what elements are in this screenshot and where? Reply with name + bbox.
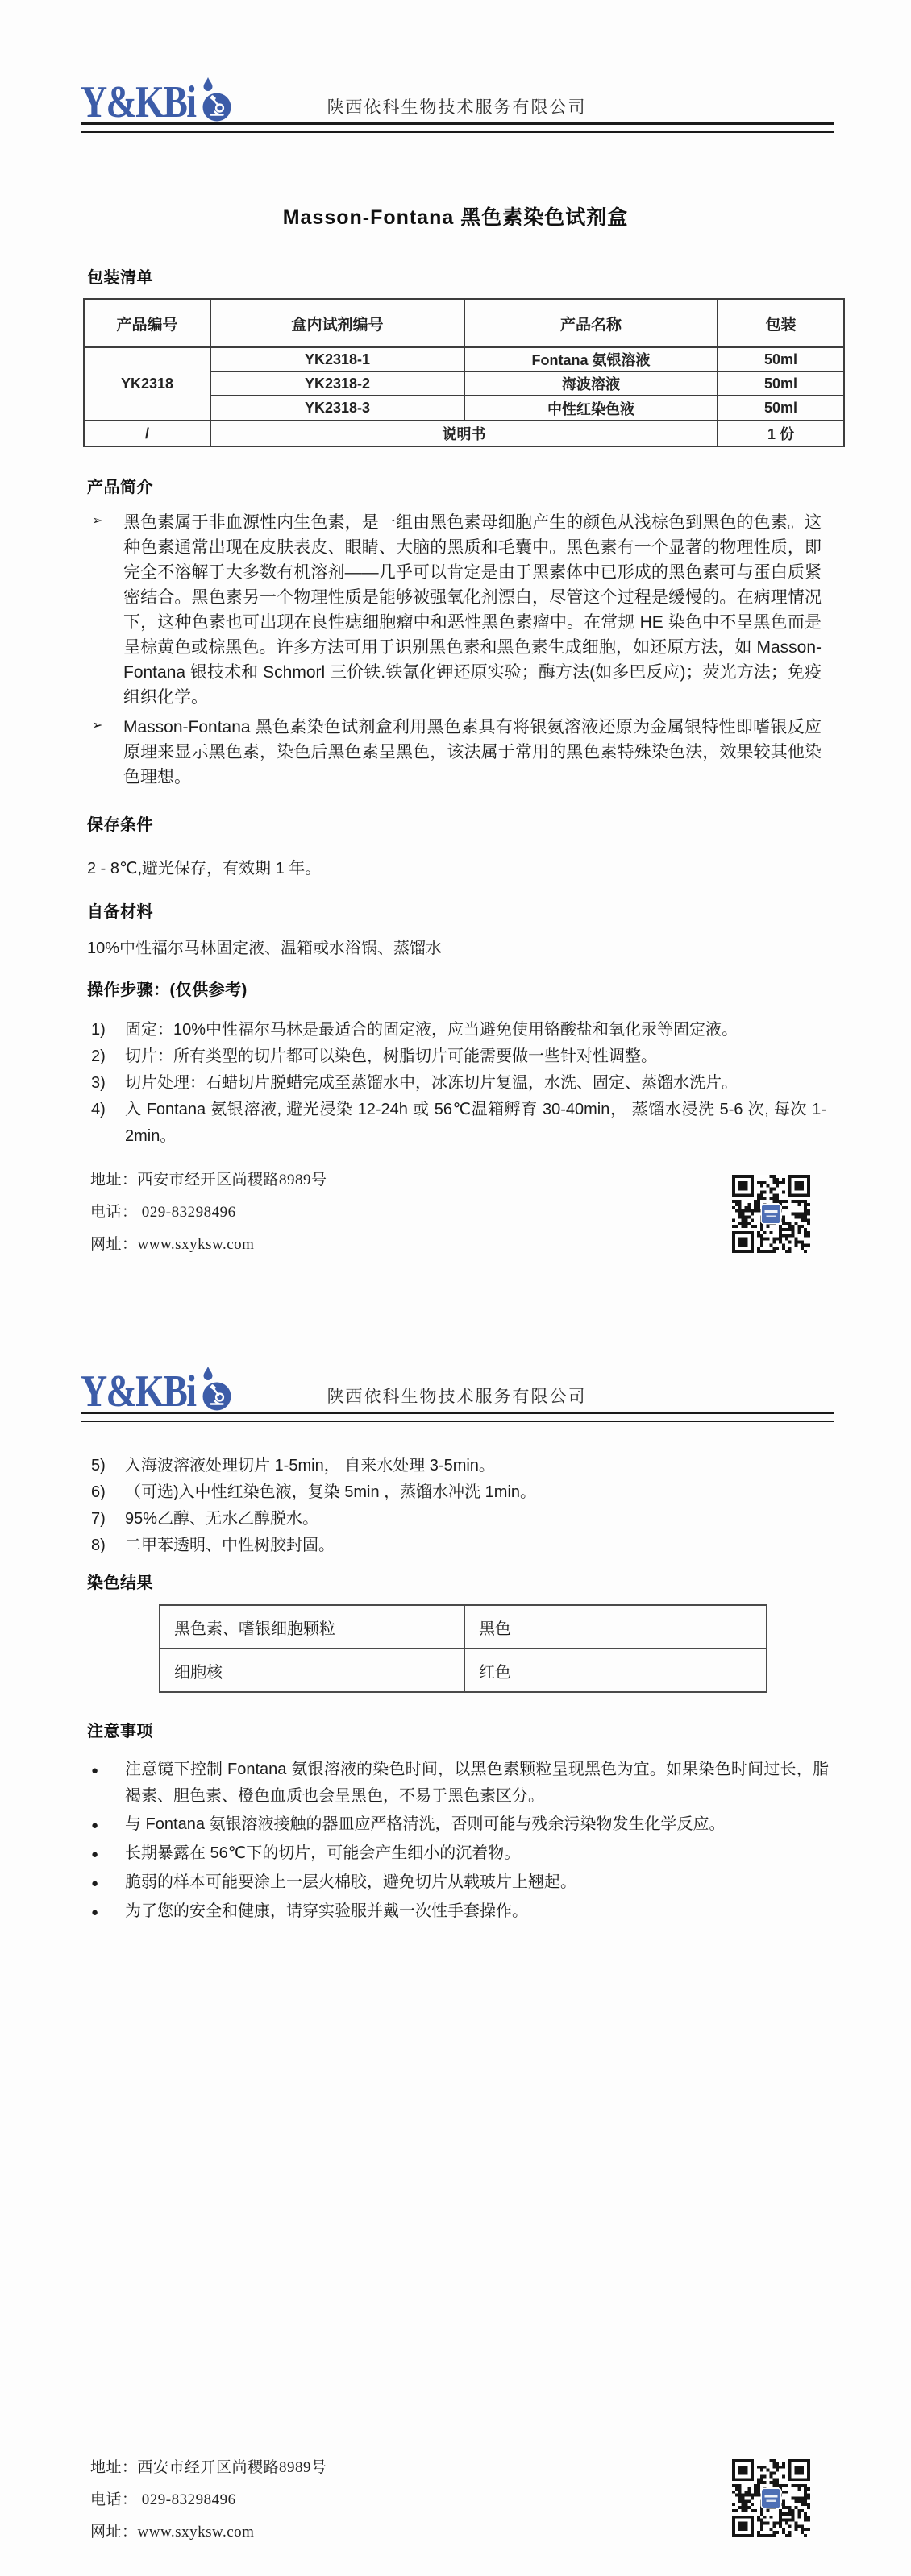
step-number: 2) [91, 1047, 106, 1065]
procedure-heading: 操作步骤：(仅供参考) [87, 981, 248, 999]
page2-footer [90, 2458, 510, 2554]
step-text: 入 Fontana 氨银溶液, 避光浸染 12-24h 或 56℃温箱孵育 30-40min， 蒸馏水浸洗 5-6 次, 每次 1-2min。 [125, 1101, 826, 1145]
qr-code [732, 1175, 810, 1253]
procedure-step [91, 1043, 826, 1070]
dot-bullet-icon: ● [91, 1877, 99, 1890]
materials-heading: 自备材料 [87, 903, 153, 921]
procedure-step [91, 1097, 826, 1150]
notes-list [91, 1757, 829, 1926]
reagent-name-cell: 海波溶液 [464, 371, 718, 396]
manual-cell: 说明书 [210, 421, 718, 446]
reagent-name-cell: Fontana 氨银溶液 [464, 347, 718, 371]
results-heading: 染色结果 [87, 1574, 153, 1592]
step-number: 1) [91, 1021, 106, 1039]
list-item [92, 510, 822, 710]
step-text: 固定：10%中性福尔马林是最适合的固定液，应当避免使用铬酸盐和氧化汞等固定液。 [125, 1021, 738, 1039]
pack-size-cell: 1 份 [718, 421, 844, 446]
product-code-cell: YK2318 [84, 347, 210, 421]
reagent-name-cell: 中性红染色液 [464, 396, 718, 421]
procedure-step [91, 1017, 826, 1043]
company-logo [81, 77, 232, 127]
procedure-step [91, 1453, 826, 1479]
table-row [160, 1605, 767, 1649]
pack-size-cell: 50ml [718, 371, 844, 396]
note-text: 为了您的安全和健康，请穿实验服并戴一次性手套操作。 [125, 1902, 528, 1920]
brand-row [81, 1366, 834, 1417]
arrow-bullet-icon: ➢ [92, 514, 103, 528]
step-number: 3) [91, 1074, 106, 1092]
materials-text: 10%中性福尔马林固定液、温箱或水浴锅、蒸馏水 [87, 940, 443, 957]
step-text: 切片：所有类型的切片都可以染色，树脂切片可能需要做一些针对性调整。 [125, 1047, 657, 1065]
company-name: 陕西依科生物技术服务有限公司 [327, 1387, 587, 1406]
step-number: 8) [91, 1537, 106, 1554]
microscope-icon [198, 1366, 232, 1412]
slash-cell: / [84, 421, 210, 446]
footer-website: 网址：www.sxyksw.com [90, 1236, 255, 1253]
notes-heading: 注意事项 [87, 1723, 153, 1740]
column-header-reagent-code: 盒内试剂编号 [210, 299, 464, 347]
qr-code [732, 2459, 810, 2537]
step-number: 7) [91, 1510, 106, 1528]
packing-heading: 包装清单 [87, 269, 153, 287]
intro-paragraph: 黑色素属于非血源性内生色素，是一组由黑色素母细胞产生的颜色从浅棕色到黑色的色素。这种色素通常出现在皮肤表皮、眼睛、大脑的黑质和毛囊中。黑色素有一个显著的物理性质，即完全不溶解于大多数有机溶剂——几乎可以肯定是由于黑素体中已形成的黑色素可与蛋白质紧密结合。黑色素另一个物理性质是能够被强氧化剂漂白，尽管这个过程是缓慢的。在病理情况下，这种色素也可出现在良性痣细胞瘤中和恶性黑色素瘤中。在常规 HE 染色中不呈黑色而是呈棕黄色或棕黑色。许多方法可用于识别黑色素和黑色素生成细胞，如还原方法，如 Masson-Fontana 银技术和 Schmorl 三价铁.铁氰化钾还原实验；酶方法(如多巴反应)；荧光方法；免疫组织化学。 [123, 513, 822, 707]
page1-footer [90, 1170, 510, 1267]
list-item [91, 1869, 829, 1897]
reagent-code-cell: YK2318-3 [210, 396, 464, 421]
reagent-code-cell: YK2318-1 [210, 347, 464, 371]
storage-heading: 保存条件 [87, 816, 153, 834]
footer-phone: 电话： 029-83298496 [90, 2491, 236, 2508]
column-header-pack: 包装 [718, 299, 844, 347]
pack-size-cell: 50ml [718, 396, 844, 421]
note-text: 脆弱的样本可能要涂上一层火棉胶，避免切片从载玻片上翘起。 [125, 1873, 576, 1891]
page2-header [81, 1366, 834, 1422]
company-name: 陕西依科生物技术服务有限公司 [327, 97, 587, 117]
procedure-step [91, 1533, 826, 1559]
list-item [91, 1757, 829, 1810]
page1-header [81, 77, 834, 133]
column-header-product-name: 产品名称 [464, 299, 718, 347]
table-row [160, 1649, 767, 1692]
list-item [91, 1811, 829, 1839]
step-text: （可选)入中性红染色液，复染 5min ，蒸馏水冲洗 1min。 [125, 1483, 537, 1501]
company-logo [81, 1366, 232, 1417]
step-number: 6) [91, 1483, 106, 1501]
note-text: 长期暴露在 56℃下的切片，可能会产生细小的沉着物。 [125, 1844, 521, 1862]
result-item-cell: 细胞核 [160, 1649, 464, 1692]
microscope-icon [198, 77, 232, 123]
list-item [91, 1898, 829, 1926]
arrow-bullet-icon: ➢ [92, 719, 103, 732]
table-row [84, 421, 844, 446]
column-header-product-code: 产品编号 [84, 299, 210, 347]
procedure-steps-page2 [91, 1453, 826, 1559]
footer-address: 地址：西安市经开区尚稷路8989号 [90, 1172, 327, 1188]
dot-bullet-icon: ● [91, 1848, 99, 1861]
pack-size-cell: 50ml [718, 347, 844, 371]
logo-text: Y&KBi [81, 1367, 196, 1417]
intro-heading: 产品简介 [87, 479, 153, 496]
procedure-steps-page1 [91, 1017, 826, 1150]
footer-website: 网址：www.sxyksw.com [90, 2524, 255, 2541]
procedure-step [91, 1479, 826, 1506]
intro-paragraph: Masson-Fontana 黑色素染色试剂盒利用黑色素具有将银氨溶液还原为金属银特性即嗜银反应原理来显示黑色素，染色后黑色素呈黑色，该法属于常用的黑色素特殊染色法，效果较其他染色理想。 [123, 718, 822, 786]
storage-text: 2 - 8℃,避光保存，有效期 1 年。 [87, 860, 322, 877]
dot-bullet-icon: ● [91, 1819, 99, 1832]
procedure-step [91, 1070, 826, 1097]
step-text: 二甲苯透明、中性树胶封固。 [125, 1537, 335, 1554]
step-text: 入海波溶液处理切片 1-5min， 自来水处理 3-5min。 [125, 1457, 495, 1475]
list-item [92, 715, 822, 790]
procedure-step [91, 1506, 826, 1533]
packing-table [83, 298, 845, 447]
list-item [91, 1840, 829, 1868]
step-text: 切片处理：石蜡切片脱蜡完成至蒸馏水中，冰冻切片复温，水洗、固定、蒸馏水洗片。 [125, 1074, 738, 1092]
step-text: 95%乙醇、无水乙醇脱水。 [125, 1510, 319, 1528]
result-item-cell: 黑色素、嗜银细胞颗粒 [160, 1605, 464, 1649]
intro-list [92, 510, 822, 790]
note-text: 与 Fontana 氨银溶液接触的器皿应严格清洗，否则可能与残余污染物发生化学反应。 [125, 1815, 726, 1833]
page-title: Masson-Fontana 黑色素染色试剂盒 [282, 206, 629, 229]
reagent-code-cell: YK2318-2 [210, 371, 464, 396]
note-text: 注意镜下控制 Fontana 氨银溶液的染色时间，以黑色素颗粒呈现黑色为宜。如果染色时间过长，脂褐素、胆色素、橙色血质也会呈黑色，不易于黑色素区分。 [125, 1761, 829, 1805]
result-color-cell: 黑色 [464, 1605, 767, 1649]
logo-text: Y&KBi [81, 77, 196, 127]
dot-bullet-icon: ● [91, 1906, 99, 1919]
dot-bullet-icon: ● [91, 1764, 99, 1777]
footer-address: 地址：西安市经开区尚稷路8989号 [90, 2459, 327, 2476]
step-number: 5) [91, 1457, 106, 1475]
results-table [159, 1604, 767, 1693]
table-row [84, 347, 844, 371]
brand-row [81, 77, 834, 127]
step-number: 4) [91, 1101, 106, 1118]
footer-phone: 电话： 029-83298496 [90, 1204, 236, 1221]
result-color-cell: 红色 [464, 1649, 767, 1692]
packing-header-row [84, 299, 844, 347]
